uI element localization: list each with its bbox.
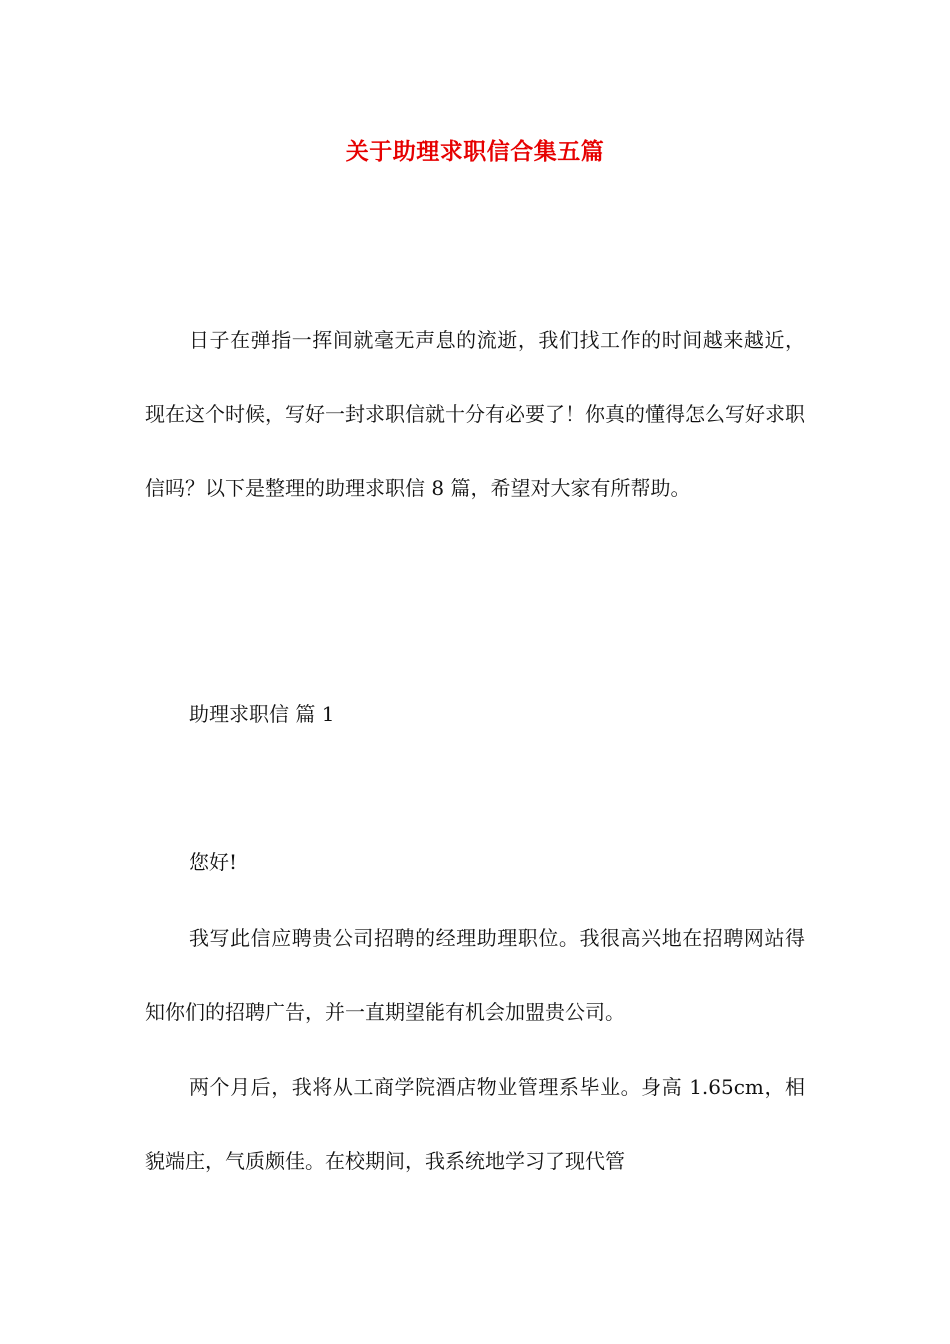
- document-title: 关于助理求职信合集五篇: [345, 138, 605, 165]
- body-paragraph-2: 两个月后，我将从工商学院酒店物业管理系毕业。身高 1.65cm，相貌端庄，气质颇佳。在校期间，我系统地学习了现代管: [145, 1075, 805, 1173]
- body-paragraph-1: 我写此信应聘贵公司招聘的经理助理职位。我很高兴地在招聘网站得知你们的招聘广告，并一直期望能有机会加盟贵公司。: [145, 926, 805, 1024]
- greeting-line: 您好!: [189, 850, 238, 874]
- section-heading: 助理求职信 篇 1: [189, 702, 335, 726]
- intro-paragraph: 日子在弹指一挥间就毫无声息的流逝，我们找工作的时间越来越近，现在这个时候，写好一封求职信就十分有必要了！你真的懂得怎么写好求职信吗？以下是整理的助理求职信 8 篇，希望对大家有所帮助。: [145, 328, 805, 500]
